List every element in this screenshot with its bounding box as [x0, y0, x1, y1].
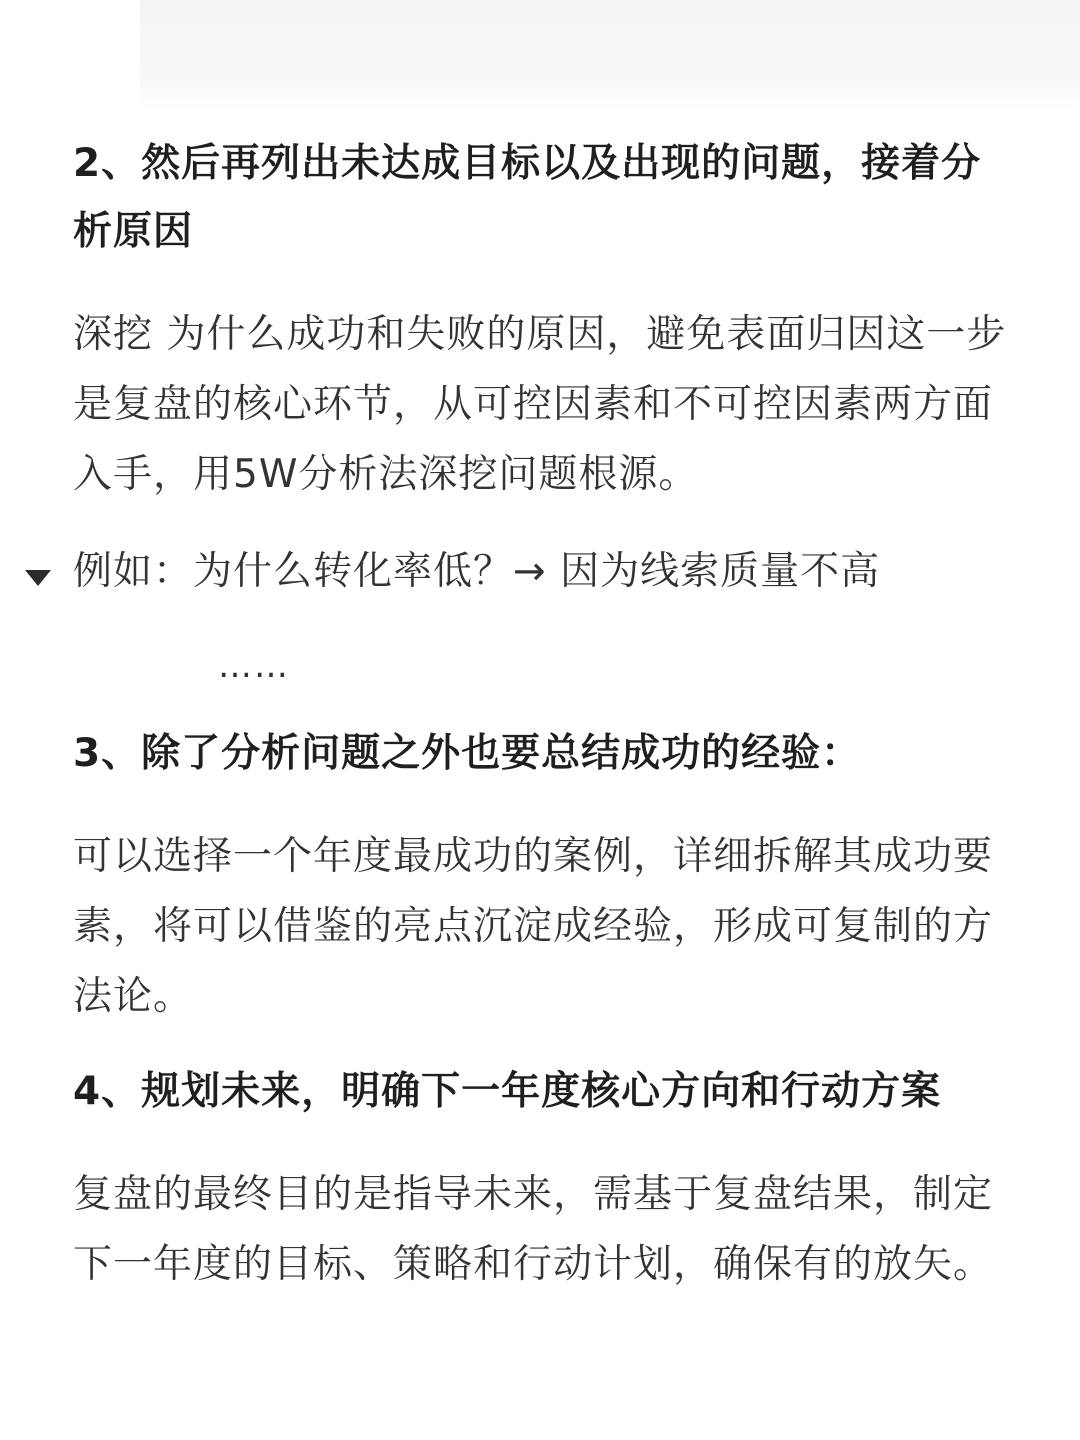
toggle-label: 例如：为什么转化率低？→ 因为线索质量不高 — [73, 549, 881, 594]
section-3-body: 可以选择一个年度最成功的案例，详细拆解其成功要素，将可以借鉴的亮点沉淀成经验，形成可复制的方法论。 — [73, 834, 994, 1019]
top-shaded-area — [140, 0, 1080, 110]
section-4-heading: 4、规划未来，明确下一年度核心方向和行动方案 — [73, 1069, 942, 1114]
note-content — [73, 130, 1013, 1300]
toggle-child-text: …… — [218, 646, 290, 686]
section-4-body: 复盘的最终目的是指导未来，需基于复盘结果，制定下一年度的目标、策略和行动计划，确保有的放矢。 — [73, 1172, 994, 1287]
section-2-body: 深挖 为什么成功和失败的原因，避免表面归因这一步是复盘的核心环节，从可控因素和不可控因素两方面入手，用5W分析法深挖问题根源。 — [73, 312, 1007, 497]
section-2-heading: 2、然后再列出未达成目标以及出现的问题，接着分析原因 — [73, 141, 982, 254]
caret-down-icon[interactable] — [25, 570, 51, 586]
example-toggle-block — [73, 542, 1013, 694]
section-3-heading: 3、除了分析问题之外也要总结成功的经验： — [73, 731, 862, 776]
